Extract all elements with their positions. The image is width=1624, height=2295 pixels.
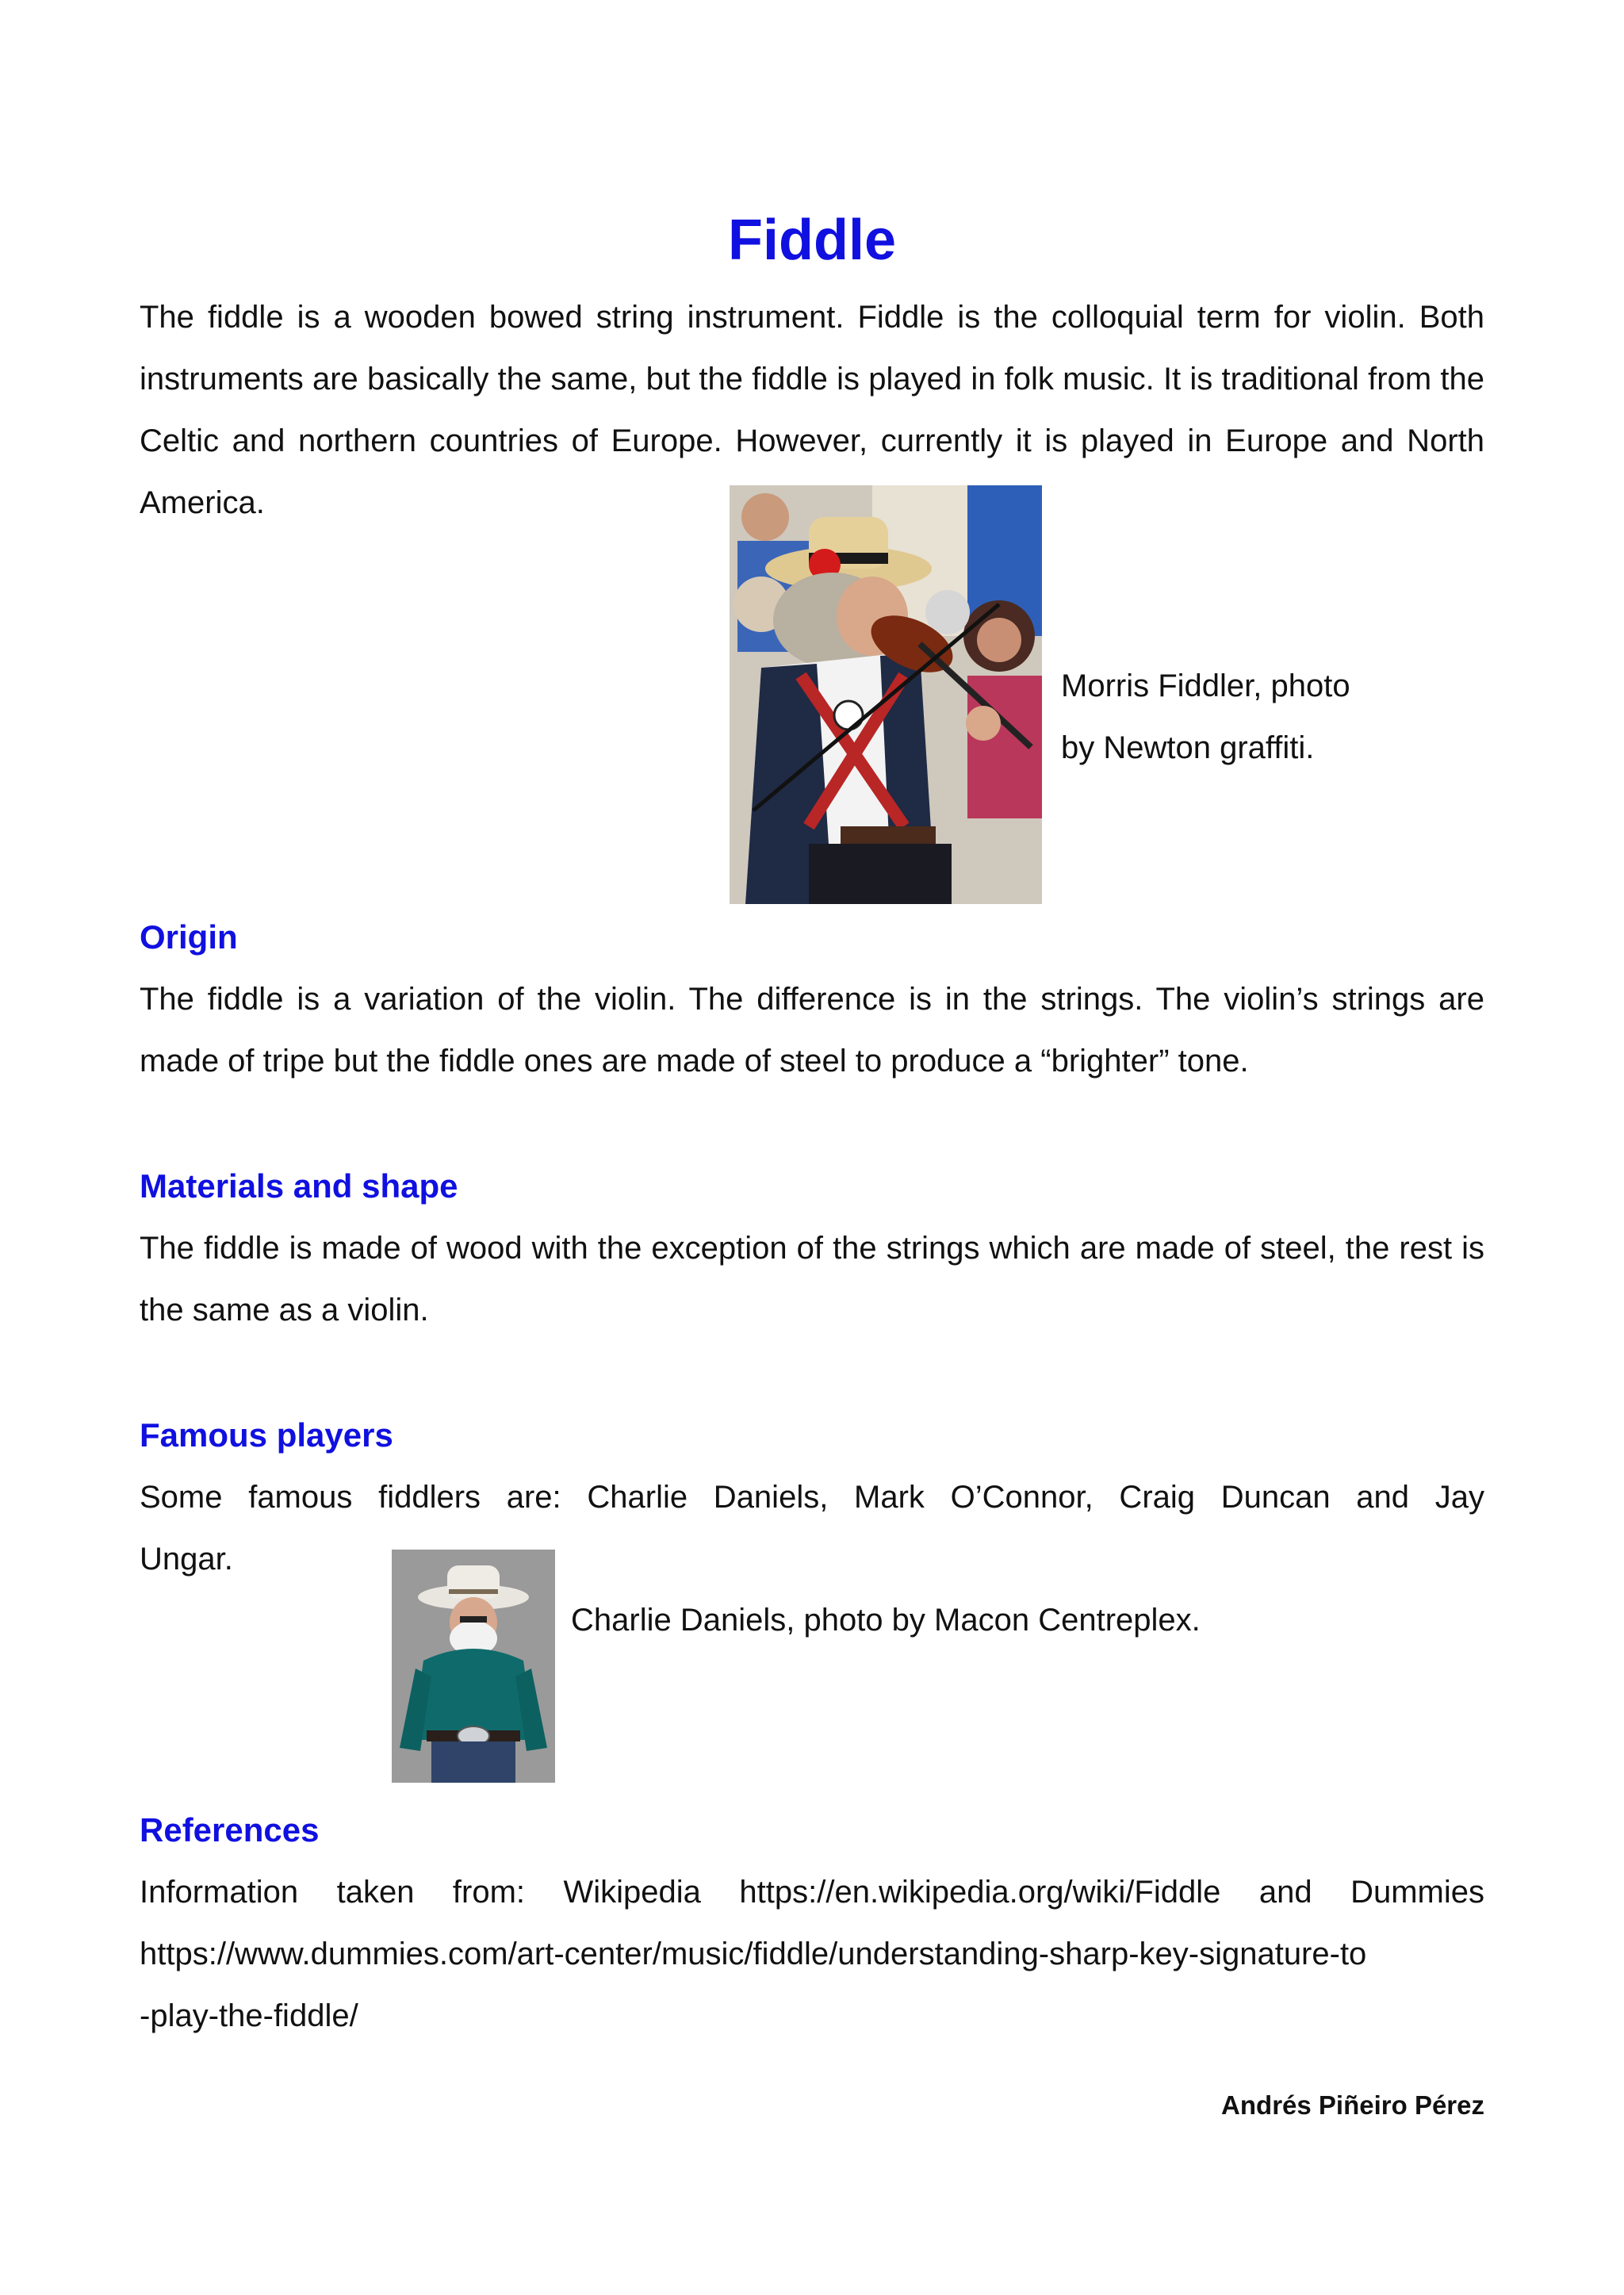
origin-heading: Origin bbox=[140, 918, 238, 956]
author-name: Andrés Piñeiro Pérez bbox=[1221, 2090, 1484, 2120]
players-paragraph-line2: Ungar. bbox=[140, 1542, 233, 1577]
figure1-caption-line1: Morris Fiddler, photo bbox=[1061, 669, 1350, 703]
figure1-caption-line2: by Newton graffiti. bbox=[1061, 730, 1315, 765]
page-title: Fiddle bbox=[728, 209, 896, 273]
figure2-caption: Charlie Daniels, photo by Macon Centreplex. bbox=[571, 1603, 1201, 1638]
players-heading: Famous players bbox=[140, 1416, 393, 1454]
references-line3: -play-the-fiddle/ bbox=[140, 1998, 358, 2033]
morris-fiddler-photo bbox=[730, 485, 1042, 904]
materials-heading: Materials and shape bbox=[140, 1167, 458, 1205]
references-line1: Information taken from: Wikipedia https://en.wikipedia.org/wiki/Fiddle and Dummies bbox=[140, 1875, 1484, 1910]
origin-paragraph: The fiddle is a variation of the violin. The difference is in the strings. The violin’s strings are made of tripe but the fiddle ones are made of steel to produce a “brighter” tone. bbox=[140, 982, 1484, 1079]
intro-paragraph: The fiddle is a wooden bowed string instrument. Fiddle is the colloquial term for violin. Both instruments are basically the same, but the fiddle is played in folk music. It is traditional from the Celtic and northern countries of Europe. However, currently it is played in Europe and North America. bbox=[140, 300, 1484, 520]
materials-paragraph: The fiddle is made of wood with the exception of the strings which are made of steel, the rest is the same as a violin. bbox=[140, 1231, 1484, 1328]
fiddler-illustration bbox=[730, 485, 1042, 904]
charlie-daniels-photo bbox=[392, 1550, 555, 1783]
references-heading: References bbox=[140, 1811, 320, 1849]
references-line2: https://www.dummies.com/art-center/music/fiddle/understanding-sharp-key-signature-to bbox=[140, 1937, 1367, 1971]
charlie-daniels-illustration bbox=[392, 1550, 555, 1783]
players-paragraph-line1: Some famous fiddlers are: Charlie Daniels, Mark O’Connor, Craig Duncan and Jay bbox=[140, 1480, 1484, 1515]
